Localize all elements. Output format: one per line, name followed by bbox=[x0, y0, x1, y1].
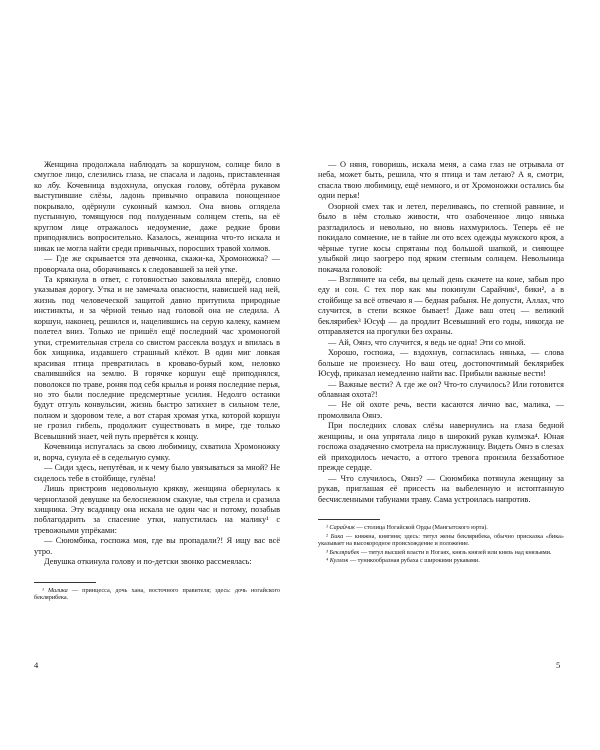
footnote-term: ¹ Малика bbox=[42, 586, 68, 594]
right-page bbox=[318, 160, 564, 566]
paragraph: — Взгляните на себя, вы целый день скачете на коне, забыв про еду и сон. С тех пор как мы покинули Сарайчик¹, бики², а в стойбище за всё отвечаю я — бедная рабыня. Не допусти, Аллах, что случится, в степи всякое бывает! Даже ваш отец — великий беклярибек³ Юсуф — да продлит Всевышний его годы, никогда не отправляется на прогулки без охраны. bbox=[318, 274, 564, 337]
footnote-text: — принцесса, дочь хана, восточного правителя; здесь: дочь ногайского беклярибека. bbox=[34, 586, 280, 602]
footnote-divider bbox=[318, 519, 380, 520]
footnote bbox=[318, 533, 564, 548]
right-page-body bbox=[318, 160, 564, 505]
left-page bbox=[34, 160, 280, 603]
paragraph: — О няня, говоришь, искала меня, а сама глаз не отрывала от неба, может быть, решила, что я птица и там летаю? А я, смотри, спасла твою любимицу, ещё немного, и от Хромоножки остались бы одни перья! bbox=[318, 160, 564, 201]
paragraph: — Важные вести? А где же он? Что-то случилось? Или готовится облавная охота?! bbox=[318, 379, 564, 399]
paragraph: При последних словах слёзы навернулись на глаза бедной женщины, и она упрятала лицо в широкий рукав кулмэка⁴. Юная госпожа озадаченно смотрела на прислужницу. Видеть Оянэ в слезах ей приходилось нечасто, а оттого тревога пронзила беззаботное прежде сердце. bbox=[318, 421, 564, 473]
page-number-right: 5 bbox=[556, 660, 561, 670]
page-number-left: 4 bbox=[34, 660, 39, 670]
paragraph: — Что случилось, Оянэ? — Сююмбика потянула женщину за рукав, приглашая её присесть на выбеленную и истоптанную бесчисленными табунами траву. Сама устроилась напротив. bbox=[318, 473, 564, 504]
paragraph: — Ай, Оянэ, что случится, я ведь не одна! Эти со мной. bbox=[328, 337, 526, 347]
paragraph: Кочевница испугалась за свою любимицу, схватила Хромоножку и, ворча, сунула её в седельную сумку. bbox=[34, 442, 280, 462]
paragraph: Девушка откинула голову и по-детски звонко рассмеялась: bbox=[44, 557, 252, 567]
footnote-divider bbox=[34, 582, 96, 583]
footnote-text: — столица Ногайской Орды (Мангытского юрта). bbox=[354, 523, 488, 531]
paragraph: — Сююмбика, госпожа моя, где вы пропадали?! Я ищу вас всё утро. bbox=[34, 536, 280, 556]
paragraph: — Где же скрывается эта девчонка, скажи-ка, Хромоножка? — проворчала она, оборачиваясь к следовавшей за ней утке. bbox=[34, 254, 280, 274]
paragraph: Та крякнула в ответ, с готовностью заковыляла вперёд, словно указывая дорогу. Утка и не замечала опасности, нависшей над ней, жизнь под человеческой защитой давно притупила природные инстинкты, и за чёрной тенью над головой она не следила. А коршун, наконец, решился и, нацелившись на серую калеку, камнем полетел вниз. Только не пришёл ещё последний час хромоногой утки, стремительная стрела со свистом рассекла воздух и впилась в бок хищника, издавшего страшный клёкот. В один миг ловкая красивая птица превратилась в кроваво-бурый ком, неловко свалившийся на землю. В горячке коршун ещё приподнялся, поволокся по траве, роняя под себя крылья и роняя последние перья, но это были последние предсмертные усилия. Недолго останки будут отгуль конвульсии, жизнь быстро затихнет в сильном теле, полном и здоровом теле, а вот старая хромая утка, которой коршун не грозил гибель, продолжит существовать в мире, где только Всевышний знает, чей путь прервётся к концу. bbox=[34, 274, 280, 441]
paragraph: Озорной смех так и летел, переливаясь, по степной равнине, и было в нём столько живости, что озабоченное лицо нянька разгладилось и невольно, но вновь нахмурилось. Теперь её не покидало сомнение, не в тайне ли ото всех одежды мужского кроя, а чёрные тугие косы спрятаны под большой шапкой, и сияющее улыбкой лицо заогреро под ярким степным солнцем. Невольница покачала головой: bbox=[318, 201, 564, 274]
footnote-term: ¹ Сарайчик bbox=[326, 523, 355, 531]
footnote-text: — титул высшей власти в Ногаях, князь князей или князь над князьями. bbox=[359, 548, 552, 556]
paragraph: — Не ой охоте речь, вести касаются лично вас, малика, — промолвила Оянэ. bbox=[318, 400, 564, 420]
footnote-text: — княжна, княгиня; здесь: титул жены беклярибека, обычно присказка «бика» указывает на высокородное происхождение и положение. bbox=[318, 532, 564, 548]
paragraph: — Сиди здесь, непутёвая, и к чему было увязываться за мной? Не сиделось тебе в стойбище, гулёна! bbox=[34, 463, 280, 483]
paragraph: Лишь пристроив недовольную крякву, женщина обернулась к черноглазой девушке на белоснежном скакуне, чья стрела и сразила хищника. Эту всадницу она искала не один час и потому, позабыв поблагодарить за спасение утки, напустилась на малику¹ с тревожными упрёками: bbox=[34, 484, 280, 535]
footnote bbox=[318, 557, 564, 565]
footnote-term: ³ Беклярибек bbox=[326, 548, 360, 556]
footnote-text: — туникообразная рубаха с широкими рукавами. bbox=[348, 557, 480, 565]
paragraph: Женщина продолжала наблюдать за коршуном, солнце било в смуглое лицо, слезились глаза, не спасала и ладонь, приставленная ко лбу. Кочевница вздохнула, опуская голову, обтёрла рукавом выступившие слёзы, ладонь привычно оправила понощенное покрывало, одёрнули суконный камзол. Она вновь оглядела пустынную, томящуюся под полуденным солнцем степь, на её круглом лице отражалось недоумение, даже редкие брови приподнялись вопросительно. Казалось, женщина что-то искала и никак не могла найти среди привычных, поросших травой холмов. bbox=[34, 160, 280, 253]
paragraph: Хорошо, госпожа, — вздохнув, согласилась нянька, — слова больше не произнесу. Но ваш отец, достопочтимый беклярибек Юсуф, приказал немедленно найти вас. Прибыли важные вести! bbox=[318, 348, 564, 379]
footnote bbox=[34, 587, 280, 602]
footnote-term: ⁴ Кулмэк bbox=[326, 557, 349, 565]
footnote bbox=[318, 549, 564, 557]
left-page-body bbox=[34, 160, 280, 568]
footnote-term: ² Бика bbox=[326, 532, 344, 540]
footnote bbox=[318, 524, 564, 532]
